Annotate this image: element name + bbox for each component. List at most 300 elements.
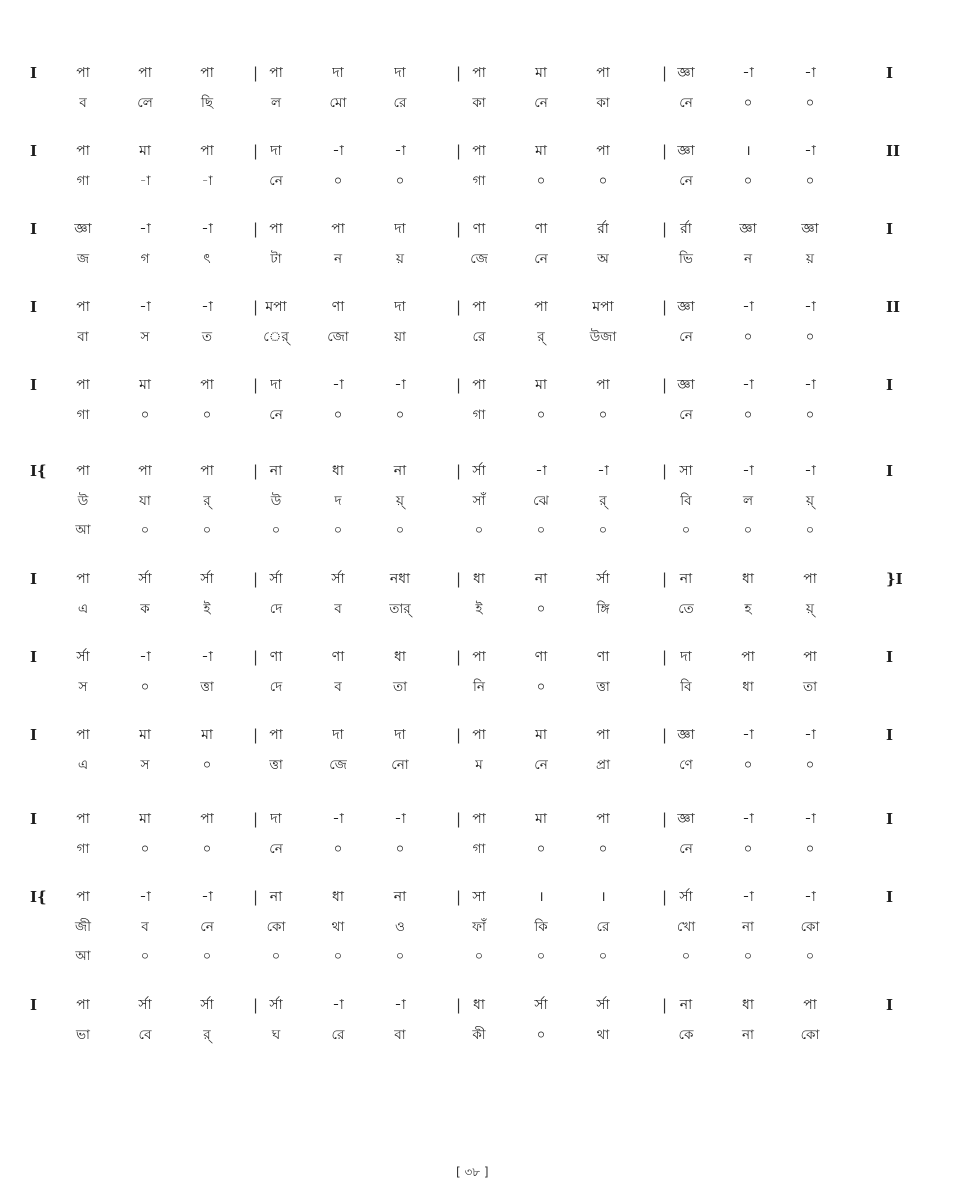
note-cell: র্সা: [534, 997, 548, 1013]
note-cell: -া: [742, 377, 754, 393]
lyric-cell: র্: [203, 493, 211, 509]
lyric-cell: নে: [679, 95, 693, 111]
note-cell: পা: [596, 143, 610, 159]
lyric-cell: ০: [805, 407, 815, 423]
beat-divider: |: [456, 570, 462, 588]
beat-divider: |: [456, 142, 462, 160]
lyric-cell: ল: [742, 493, 754, 509]
beat-divider: |: [662, 810, 668, 828]
lyric-cell: গা: [76, 407, 90, 423]
bar-line-open: I: [30, 64, 38, 82]
lyric-cell: ০: [333, 173, 343, 189]
vowel-row: [30, 516, 920, 546]
note-cell: -া: [201, 649, 213, 665]
note-cell: মা: [139, 377, 151, 393]
lyric-cell: গা: [76, 841, 90, 857]
lyric-cell: র্: [599, 493, 607, 509]
note-cell: ণা: [331, 649, 345, 665]
bar-line-close: I: [886, 996, 894, 1014]
lyric-cell: ব: [79, 95, 87, 111]
note-cell: দা: [394, 221, 406, 237]
note-cell: দা: [394, 727, 406, 743]
note-cell: জ্ঞা: [739, 221, 757, 237]
note-cell: র্রা: [597, 221, 609, 237]
lyric-cell: আ: [75, 949, 91, 964]
lyric-cell: ০: [536, 949, 546, 964]
lyrics-row: [30, 834, 920, 864]
lyric-cell: ০: [140, 679, 150, 695]
lyric-cell: ০: [805, 949, 815, 964]
beat-divider: |: [456, 376, 462, 394]
note-cell: পা: [331, 221, 345, 237]
lyrics-row: [30, 166, 920, 196]
note-cell: পা: [138, 463, 152, 479]
note-cell: ধা: [742, 571, 754, 587]
lyrics-row: [30, 750, 920, 780]
lyrics-row: [30, 672, 920, 702]
note-cell: সা: [679, 463, 693, 479]
note-cell: -া: [394, 143, 406, 159]
lyric-cell: ০: [140, 841, 150, 857]
lyric-cell: ০: [333, 949, 343, 964]
note-cell: পা: [200, 811, 214, 827]
note-cell: পা: [534, 299, 548, 315]
lyric-cell: ণে: [679, 757, 693, 773]
note-cell: ধা: [332, 889, 344, 905]
lyric-cell: ত: [201, 329, 213, 345]
note-cell: ।: [600, 889, 606, 905]
notes-row: [30, 720, 920, 750]
lyric-cell: ০: [805, 95, 815, 111]
beat-divider: |: [253, 570, 259, 588]
note-cell: র্সা: [269, 997, 283, 1013]
note-cell: না: [393, 463, 407, 479]
lyric-cell: ০: [743, 329, 753, 345]
note-cell: র্সা: [200, 997, 214, 1013]
note-cell: -া: [742, 299, 754, 315]
note-cell: -া: [139, 889, 151, 905]
lyric-cell: য়: [396, 251, 404, 267]
lyric-cell: উজা: [589, 329, 617, 345]
note-cell: জ্ঞা: [74, 221, 92, 237]
bar-line-open: I: [30, 810, 38, 828]
note-cell: ণা: [534, 221, 548, 237]
note-cell: পা: [596, 727, 610, 743]
note-cell: র্সা: [138, 997, 152, 1013]
lyric-cell: সাঁ: [472, 493, 486, 509]
note-cell: র্রা: [680, 221, 692, 237]
note-cell: ণা: [331, 299, 345, 315]
lyric-cell: য়্: [396, 493, 404, 509]
lyric-cell: ০: [598, 841, 608, 857]
note-cell: পা: [803, 997, 817, 1013]
lyric-cell: ত্তা: [269, 757, 283, 773]
note-cell: র্সা: [596, 997, 610, 1013]
lyric-cell: বি: [680, 493, 692, 509]
lyric-cell: দ: [334, 493, 342, 509]
lyric-cell: ০: [743, 523, 753, 538]
beat-divider: |: [456, 64, 462, 82]
lyric-cell: ফাঁ: [472, 919, 486, 935]
lyric-cell: না: [742, 1027, 754, 1043]
lyric-cell: থা: [331, 919, 345, 935]
lyric-cell: য়্: [806, 493, 814, 509]
bar-line-close: I: [886, 220, 894, 238]
beat-divider: |: [456, 298, 462, 316]
lyric-cell: এ: [77, 601, 89, 617]
note-cell: পা: [803, 649, 817, 665]
lyric-cell: উ: [270, 493, 282, 509]
beat-divider: |: [253, 376, 259, 394]
note-cell: দা: [270, 143, 282, 159]
lyric-cell: না: [742, 919, 754, 935]
notation-block: [30, 58, 920, 118]
note-cell: -া: [332, 377, 344, 393]
beat-divider: |: [662, 462, 668, 480]
lyric-cell: বা: [77, 329, 89, 345]
note-cell: -া: [139, 221, 151, 237]
lyric-cell: দে: [269, 679, 283, 695]
lyric-cell: কো: [266, 919, 286, 935]
lyric-cell: ০: [598, 173, 608, 189]
lyric-cell: রে: [596, 919, 610, 935]
note-cell: ।: [538, 889, 544, 905]
note-cell: র্সা: [331, 571, 345, 587]
lyric-cell: ভি: [679, 251, 693, 267]
note-cell: ধা: [332, 463, 344, 479]
lyric-cell: স: [78, 679, 88, 695]
lyric-cell: ০: [536, 407, 546, 423]
note-cell: পা: [472, 727, 486, 743]
lyric-cell: গা: [472, 407, 486, 423]
note-cell: না: [679, 571, 693, 587]
note-cell: পা: [76, 377, 90, 393]
note-cell: -া: [332, 997, 344, 1013]
note-cell: ণা: [472, 221, 486, 237]
lyric-cell: ন: [743, 251, 753, 267]
lyric-cell: ০: [743, 841, 753, 857]
beat-divider: |: [662, 888, 668, 906]
lyric-cell: ০: [805, 841, 815, 857]
note-cell: -া: [742, 463, 754, 479]
lyric-cell: ০: [536, 679, 546, 695]
note-cell: র্সা: [200, 571, 214, 587]
lyric-cell: কো: [800, 919, 820, 935]
note-cell: র্সা: [269, 571, 283, 587]
beat-divider: |: [662, 376, 668, 394]
lyric-cell: ০: [395, 841, 405, 857]
lyric-cell: ০: [536, 841, 546, 857]
lyric-cell: হ: [744, 601, 752, 617]
lyric-cell: ক: [140, 601, 150, 617]
bar-line-open: I: [30, 726, 38, 744]
lyrics-row: [30, 400, 920, 430]
notation-block: [30, 720, 920, 780]
note-cell: ধা: [394, 649, 406, 665]
beat-divider: |: [253, 298, 259, 316]
notation-block: [30, 136, 920, 196]
lyric-cell: বি: [680, 679, 692, 695]
bar-line-close: I: [886, 648, 894, 666]
beat-divider: |: [456, 462, 462, 480]
note-cell: পা: [596, 65, 610, 81]
lyric-cell: ০: [474, 523, 484, 538]
lyric-cell: গ: [140, 251, 150, 267]
lyric-cell: ০: [202, 407, 212, 423]
lyric-cell: ছি: [200, 95, 214, 111]
notes-row: [30, 990, 920, 1020]
note-cell: পা: [472, 65, 486, 81]
lyric-cell: কা: [596, 95, 610, 111]
lyric-cell: ০: [333, 407, 343, 423]
notation-block: [30, 214, 920, 274]
note-cell: পা: [200, 143, 214, 159]
note-cell: পা: [269, 65, 283, 81]
lyric-cell: কা: [472, 95, 486, 111]
lyric-cell: তে: [678, 601, 694, 617]
lyric-cell: ০: [536, 1027, 546, 1043]
lyric-cell: ০: [202, 949, 212, 964]
lyric-cell: ০: [474, 949, 484, 964]
lyric-cell: নে: [679, 173, 693, 189]
note-cell: পা: [76, 571, 90, 587]
lyric-cell: নে: [200, 919, 214, 935]
lyric-cell: ০: [202, 841, 212, 857]
lyric-cell: নে: [269, 841, 283, 857]
note-cell: -া: [597, 463, 609, 479]
notes-row: [30, 456, 920, 486]
lyric-cell: ঝে: [533, 493, 549, 509]
lyric-cell: ০: [395, 523, 405, 538]
lyric-cell: ০: [743, 95, 753, 111]
lyric-cell: য়: [806, 251, 814, 267]
lyric-cell: নো: [391, 757, 409, 773]
lyric-cell: দে: [269, 601, 283, 617]
note-cell: পা: [472, 649, 486, 665]
lyric-cell: ০: [140, 407, 150, 423]
note-cell: পা: [76, 463, 90, 479]
notation-block: [30, 882, 920, 972]
bar-line-open: I: [30, 376, 38, 394]
note-cell: দা: [270, 377, 282, 393]
note-cell: -া: [742, 727, 754, 743]
note-cell: -া: [201, 889, 213, 905]
beat-divider: |: [253, 726, 259, 744]
notation-block: [30, 292, 920, 352]
bar-line-open: I{: [30, 888, 47, 906]
note-cell: পা: [200, 65, 214, 81]
lyric-cell: ০: [681, 523, 691, 538]
beat-divider: |: [456, 220, 462, 238]
note-cell: -া: [139, 299, 151, 315]
lyric-cell: যা: [139, 493, 151, 509]
lyric-cell: ০: [743, 757, 753, 773]
note-cell: পা: [596, 811, 610, 827]
notes-row: [30, 292, 920, 322]
lyric-cell: ব: [141, 919, 149, 935]
note-cell: মা: [535, 377, 547, 393]
beat-divider: |: [253, 142, 259, 160]
lyric-cell: ০: [805, 329, 815, 345]
notes-row: [30, 642, 920, 672]
lyrics-row: [30, 244, 920, 274]
lyrics-row: [30, 486, 920, 516]
beat-divider: |: [662, 996, 668, 1014]
note-cell: র্সা: [76, 649, 90, 665]
notation-block: [30, 990, 920, 1050]
note-cell: মপা: [592, 299, 614, 315]
bar-line-close: I: [886, 462, 894, 480]
page-footer: [ ৩৮ ]: [456, 1165, 489, 1179]
note-cell: -া: [742, 65, 754, 81]
lyric-cell: ঘ: [271, 1027, 281, 1043]
note-cell: -া: [804, 143, 816, 159]
note-cell: জ্ঞা: [677, 65, 695, 81]
note-cell: ধা: [473, 997, 485, 1013]
note-cell: দা: [394, 65, 406, 81]
bar-line-close: I: [886, 726, 894, 744]
note-cell: -া: [804, 299, 816, 315]
lyric-cell: নি: [473, 679, 485, 695]
lyric-cell: ০: [743, 949, 753, 964]
note-cell: -া: [535, 463, 547, 479]
note-cell: -া: [201, 299, 213, 315]
note-cell: ।: [745, 143, 751, 159]
note-cell: পা: [76, 811, 90, 827]
note-cell: জ্ঞা: [677, 727, 695, 743]
note-cell: মপা: [265, 299, 287, 315]
note-cell: না: [269, 463, 283, 479]
lyric-cell: ই: [475, 601, 483, 617]
lyric-cell: নে: [679, 407, 693, 423]
lyric-cell: নে: [679, 329, 693, 345]
note-cell: না: [393, 889, 407, 905]
note-cell: -া: [394, 997, 406, 1013]
note-cell: -া: [332, 143, 344, 159]
note-cell: -া: [804, 463, 816, 479]
lyric-cell: ০: [395, 173, 405, 189]
note-cell: পা: [76, 143, 90, 159]
beat-divider: |: [253, 462, 259, 480]
lyric-cell: ধা: [742, 679, 754, 695]
lyrics-row: [30, 594, 920, 624]
note-cell: -া: [394, 377, 406, 393]
lyric-cell: উ: [77, 493, 89, 509]
note-cell: জ্ঞা: [801, 221, 819, 237]
beat-divider: |: [456, 996, 462, 1014]
bar-line-close: I: [886, 888, 894, 906]
lyric-cell: তা: [802, 679, 818, 695]
lyric-cell: স: [140, 329, 150, 345]
note-cell: ণা: [534, 649, 548, 665]
lyric-cell: ০: [395, 407, 405, 423]
lyric-cell: ০: [202, 523, 212, 538]
note-cell: দা: [270, 811, 282, 827]
lyric-cell: বে: [138, 1027, 152, 1043]
lyric-cell: অ: [597, 251, 609, 267]
note-cell: -া: [139, 649, 151, 665]
note-cell: পা: [741, 649, 755, 665]
lyric-cell: ০: [395, 949, 405, 964]
lyric-cell: তার্: [389, 601, 411, 617]
lyric-cell: ল: [270, 95, 282, 111]
note-cell: পা: [76, 889, 90, 905]
note-cell: জ্ঞা: [677, 811, 695, 827]
lyric-cell: প্রা: [596, 757, 610, 773]
note-cell: মা: [139, 811, 151, 827]
note-cell: পা: [200, 463, 214, 479]
lyric-cell: বা: [394, 1027, 406, 1043]
lyric-cell: ন: [333, 251, 343, 267]
lyric-cell: নে: [534, 251, 548, 267]
lyrics-row: [30, 1020, 920, 1050]
lyric-cell: র্: [537, 329, 545, 345]
notation-block: [30, 804, 920, 864]
note-cell: র্সা: [138, 571, 152, 587]
note-cell: পা: [472, 299, 486, 315]
lyric-cell: ও: [395, 919, 405, 935]
notation-block: [30, 564, 920, 624]
lyric-cell: জো: [327, 329, 349, 345]
note-cell: জ্ঞা: [677, 143, 695, 159]
bar-line-open: I: [30, 220, 38, 238]
note-cell: র্সা: [679, 889, 693, 905]
lyric-cell: গা: [472, 173, 486, 189]
lyric-cell: ০: [140, 523, 150, 538]
note-cell: দা: [680, 649, 692, 665]
lyrics-row: [30, 912, 920, 942]
note-cell: পা: [200, 377, 214, 393]
lyric-cell: ৎ: [203, 251, 211, 267]
note-cell: ধা: [742, 997, 754, 1013]
lyric-cell: ০: [805, 523, 815, 538]
lyric-cell: ০: [598, 407, 608, 423]
note-cell: মা: [535, 65, 547, 81]
beat-divider: |: [662, 142, 668, 160]
note-cell: -া: [201, 221, 213, 237]
lyric-cell: কো: [800, 1027, 820, 1043]
note-cell: দা: [394, 299, 406, 315]
note-cell: দা: [332, 65, 344, 81]
bar-line-close: I: [886, 376, 894, 394]
lyric-cell: ০: [333, 523, 343, 538]
note-cell: র্সা: [472, 463, 486, 479]
bar-line-open: I: [30, 648, 38, 666]
lyric-cell: জে: [470, 251, 488, 267]
beat-divider: |: [662, 220, 668, 238]
lyric-cell: নে: [679, 841, 693, 857]
beat-divider: |: [662, 64, 668, 82]
bar-line-open: I: [30, 570, 38, 588]
lyric-cell: লে: [137, 95, 153, 111]
note-cell: জ্ঞা: [677, 377, 695, 393]
note-cell: দা: [332, 727, 344, 743]
bar-line-open: I: [30, 996, 38, 1014]
lyric-cell: ০: [681, 949, 691, 964]
note-cell: -া: [742, 889, 754, 905]
lyric-cell: রে: [472, 329, 486, 345]
lyric-cell: টা: [270, 251, 282, 267]
bar-line-close: II: [886, 142, 901, 160]
notation-block: [30, 456, 920, 546]
note-cell: -া: [804, 377, 816, 393]
lyric-cell: ঙ্গি: [596, 601, 610, 617]
note-cell: পা: [472, 377, 486, 393]
note-cell: মা: [535, 811, 547, 827]
lyric-cell: নে: [534, 95, 548, 111]
lyric-cell: ভা: [76, 1027, 90, 1043]
note-cell: -া: [742, 811, 754, 827]
